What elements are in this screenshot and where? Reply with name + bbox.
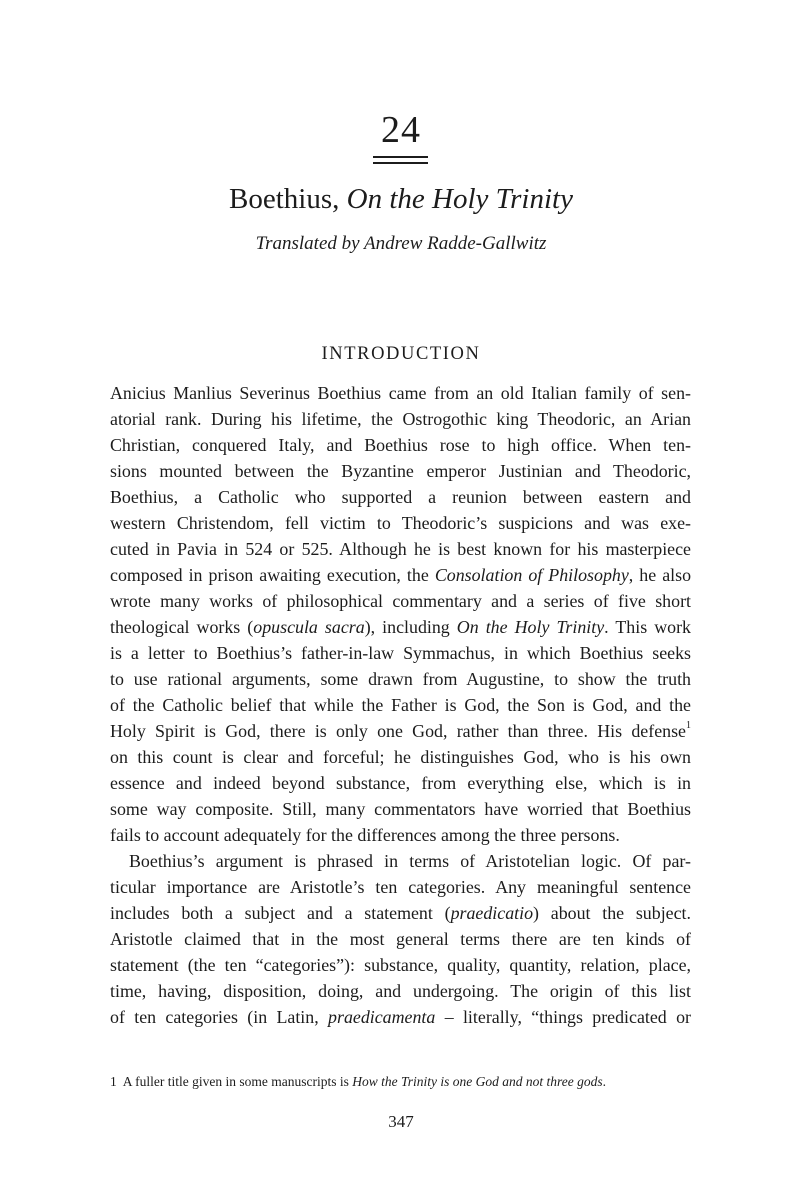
body-line (110, 588, 691, 614)
footnote-reference: 1 (686, 720, 691, 732)
text-segment: some way composite. Still, many commentators have worried that Boethius (110, 799, 691, 819)
chapter-rule-top (373, 156, 428, 158)
body-line (110, 848, 691, 874)
body-line (110, 978, 691, 1004)
footnote-end: . (602, 1074, 606, 1089)
body-line (110, 796, 691, 822)
body-line (110, 874, 691, 900)
body-line (110, 692, 691, 718)
introduction-body (110, 380, 691, 1030)
body-line (110, 510, 691, 536)
text-segment: Anicius Manlius Severinus Boethius came from an old Italian family of sen- (110, 383, 691, 403)
text-segment: essence and indeed beyond substance, from everything else, which is in (110, 773, 691, 793)
text-segment: Aristotle claimed that in the most general terms there are ten kinds of (110, 929, 691, 949)
text-segment: of ten categories (in Latin, (110, 1007, 329, 1027)
text-segment: ), including (364, 617, 457, 637)
body-line (110, 744, 691, 770)
body-line (110, 666, 691, 692)
body-line (110, 484, 691, 510)
text-segment: – literally, “things predicated or (435, 1007, 691, 1027)
chapter-rule-bottom (373, 162, 428, 164)
chapter-title-author: Boethius, (229, 183, 340, 215)
body-line (110, 614, 691, 640)
text-segment: ticular importance are Aristotle’s ten categories. Any meaningful sentence (110, 877, 691, 897)
text-segment: western Christendom, fell victim to Theodoric’s suspicions and was exe- (110, 513, 691, 533)
text-segment: . This work (604, 617, 691, 637)
italic-text: praedicatio (450, 903, 534, 923)
body-line (110, 770, 691, 796)
text-segment: on this count is clear and forceful; he distinguishes God, who is his own (110, 747, 691, 767)
footnote-italic-title: How the Trinity is one God and not three gods (352, 1074, 603, 1089)
footnote-text: A fuller title given in some manuscripts is (122, 1074, 353, 1089)
section-heading: INTRODUCTION (321, 344, 481, 364)
text-segment: ) about the subject. (533, 903, 691, 923)
footnote (110, 1072, 730, 1092)
translator-credit: Translated by Andrew Radde-Gallwitz (255, 233, 547, 254)
text-segment: fails to account adequately for the differences among the three persons. (110, 825, 620, 845)
text-segment: , he also (628, 565, 692, 585)
text-segment: includes both a subject and a statement ( (110, 903, 451, 923)
text-segment: to use rational arguments, some drawn from Augustine, to show the truth (110, 669, 691, 689)
italic-text: Consolation of Philosophy (434, 565, 629, 585)
text-segment: Boethius’s argument is phrased in terms of Aristotelian logic. Of par- (129, 851, 691, 871)
italic-text: opuscula sacra (253, 617, 365, 637)
text-segment: wrote many works of philosophical commentary and a series of five short (110, 591, 691, 611)
text-segment: cuted in Pavia in 524 or 525. Although he is best known for his masterpiece (110, 539, 691, 559)
text-segment: statement (the ten “categories”): substance, quality, quantity, relation, place, (110, 955, 691, 975)
text-segment: atorial rank. During his lifetime, the Ostrogothic king Theodoric, an Arian (110, 409, 691, 429)
italic-text: praedicamenta (328, 1007, 436, 1027)
body-line (110, 380, 691, 406)
text-segment: of the Catholic belief that while the Father is God, the Son is God, and the (110, 695, 691, 715)
text-segment: time, having, disposition, doing, and undergoing. The origin of this list (110, 981, 691, 1001)
chapter-title (0, 181, 802, 217)
text-segment: Boethius, a Catholic who supported a reunion between eastern and (110, 487, 691, 507)
text-segment: composed in prison awaiting execution, the (110, 565, 435, 585)
page-number: 347 (388, 1112, 414, 1131)
body-line (110, 926, 691, 952)
chapter-number: 24 (381, 109, 421, 151)
body-line (110, 718, 691, 744)
body-line (110, 536, 691, 562)
body-line (110, 562, 691, 588)
body-line (110, 952, 691, 978)
footnote-marker: 1 (110, 1074, 117, 1089)
body-line (110, 458, 691, 484)
italic-text: On the Holy Trinity (456, 617, 605, 637)
text-segment: Holy Spirit is God, there is only one God, rather than three. (110, 721, 588, 741)
body-line (110, 1004, 691, 1030)
body-line (110, 640, 691, 666)
chapter-title-work: On the Holy Trinity (346, 183, 573, 215)
body-line (110, 432, 691, 458)
text-segment: Christian, conquered Italy, and Boethius rose to high office. When ten- (110, 435, 691, 455)
body-line (110, 406, 691, 432)
body-line (110, 900, 691, 926)
text-segment: is a letter to Boethius’s father-in-law Symmachus, in which Boethius seeks (110, 643, 691, 663)
text-segment: His defense (587, 721, 686, 741)
body-line (110, 822, 691, 848)
text-segment: theological works ( (110, 617, 254, 637)
text-segment: sions mounted between the Byzantine emperor Justinian and Theodoric, (110, 461, 691, 481)
